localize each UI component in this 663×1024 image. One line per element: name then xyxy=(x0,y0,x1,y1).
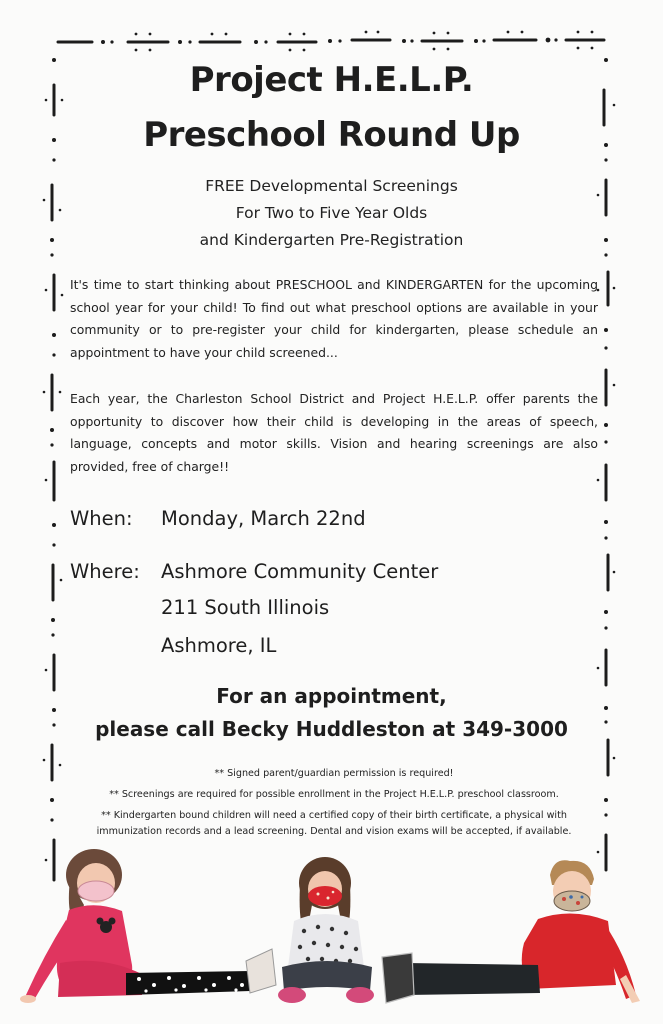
when-label: When: xyxy=(70,507,133,530)
subtitle-line-3: and Kindergarten Pre-Registration xyxy=(199,231,464,249)
boy-in-red-shirt-icon xyxy=(378,855,646,1010)
appointment-line-1: For an appointment, xyxy=(216,684,447,708)
child-in-pink-sitting-icon xyxy=(14,845,280,1015)
appointment-line-2: please call Becky Huddleston at 349-3000 xyxy=(95,717,568,741)
when-value: Monday, March 22nd xyxy=(161,507,366,530)
note-enrollment: ** Screenings are required for possible enrollment in the Project H.E.L.P. preschool classroom. xyxy=(109,789,559,800)
subtitle-line-1: FREE Developmental Screenings xyxy=(205,177,458,195)
note-permission: ** Signed parent/guardian permission is required! xyxy=(214,768,454,779)
where-label: Where: xyxy=(70,560,140,583)
note-kindergarten-requirements: ** Kindergarten bound children will need a certified copy of their birth certificate, a physical with immunization records and a lead screening. Dental and vision exams will be accepted, if available. xyxy=(96,810,572,837)
screening-paragraph: Each year, the Charleston School District and Project H.E.L.P. offer parents the opportunity to discover how their child is developing in the areas of speech, language, concepts and motor skills. Vision and hearing screenings are also provided, free of charge!! xyxy=(70,391,598,474)
title-line-2: Preschool Round Up xyxy=(143,115,520,155)
where-line-3: Ashmore, IL xyxy=(161,634,277,657)
child-with-polka-dot-sweater-icon xyxy=(272,855,382,1007)
intro-paragraph: It's time to start thinking about PRESCHOOL and KINDERGARTEN for the upcoming school year for your child! To find out what preschool options are available in your community or to pre-register your child for kindergarten, please schedule an appointment to have your child screened... xyxy=(70,277,598,360)
title-line-1: Project H.E.L.P. xyxy=(189,60,474,100)
subtitle-line-2: For Two to Five Year Olds xyxy=(235,204,428,222)
where-line-1: Ashmore Community Center xyxy=(161,560,439,583)
where-line-2: 211 South Illinois xyxy=(161,596,330,619)
